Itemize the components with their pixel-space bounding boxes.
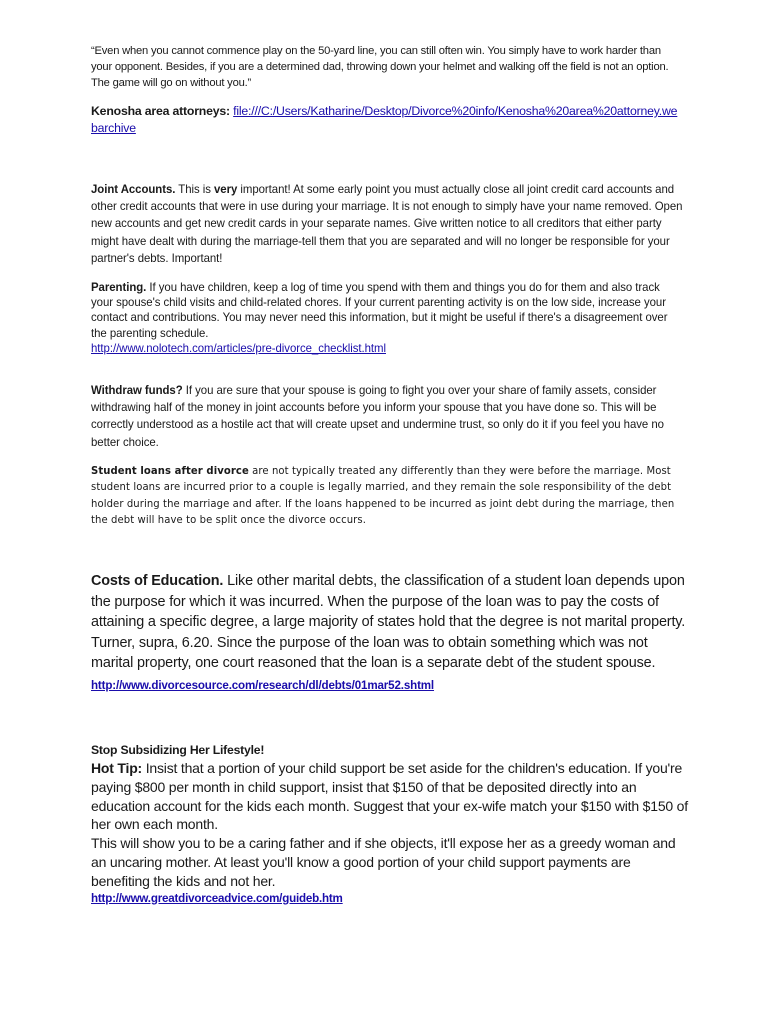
parenting-paragraph	[91, 280, 685, 356]
joint-accounts-paragraph	[91, 181, 685, 267]
joint-accounts-heading: Joint Accounts.	[91, 182, 176, 196]
caring-father-paragraph: This will show you to be a caring father and if she objects, it'll expose her as a greedy woman and an uncaring mother. At least you'll know a good portion of your child support payments are benefiting the kids and not her.	[91, 835, 676, 889]
subsidizing-heading: Stop Subsidizing Her Lifestyle!	[91, 743, 265, 757]
withdraw-funds-heading: Withdraw funds?	[91, 383, 183, 397]
kenosha-label: Kenosha area attorneys:	[91, 104, 230, 118]
withdraw-funds-body: If you are sure that your spouse is going to fight you over your share of family assets, consider withdrawing half of the money in joint accounts before you inform your spouse that you have done so. This will be correctly understood as a hostile act that will create upset and undermine trust, so only do it if you feel you have no better choice.	[91, 383, 664, 449]
kenosha-attorneys-paragraph	[91, 103, 681, 137]
parenting-body: If you have children, keep a log of time you spend with them and things you do for them and also track your spouse's child visits and child-related chores. If your current parenting activity is on the low side, increase your contact and contributions. You may never need this information, but it might be useful if there's a disagreement over the parenting schedule.	[91, 280, 668, 340]
hot-tip-paragraph	[91, 759, 691, 834]
joint-accounts-emphasis: very	[214, 182, 238, 196]
hot-tip-label: Hot Tip:	[91, 760, 143, 776]
joint-accounts-pre: This is	[175, 182, 215, 196]
hot-tip-body: Insist that a portion of your child support be set aside for the children's education. If you're paying $800 per month in child support, insist that $150 of that be deposited directly into an education account for the kids each month. Suggest that your ex-wife match your $150 with $150 of her own each month.	[91, 760, 688, 833]
costs-of-education-paragraph	[91, 571, 691, 694]
withdraw-funds-paragraph	[91, 382, 685, 451]
nolotech-link[interactable]: http://www.nolotech.com/articles/pre-divorce_checklist.html	[91, 340, 386, 355]
joint-accounts-body: important! At some early point you must actually close all joint credit card accounts and other credit accounts that were in use during your marriage. It is not enough to simply have your name removed. Open new accounts and get new credit cards in your separate names. Give written notice to all creditors that either party might have dealt with during the marriage-tell them that you are separated and will no longer be responsible for your partner's debts. Important!	[91, 182, 683, 265]
student-loans-paragraph	[91, 463, 686, 529]
parenting-heading: Parenting.	[91, 280, 147, 294]
kenosha-link[interactable]: file:///C:/Users/Katharine/Desktop/Divorce%20info/Kenosha%20area%20attorney.webarchive	[91, 104, 678, 135]
costs-of-education-body: Like other marital debts, the classification of a student loan depends upon the purpose for which it was incurred. When the purpose of the loan was to pay the costs of attaining a specific degree, a large majority of states hold that the degree is not marital property. Turner, supra, 6.20. Since the purpose of the loan was to obtain something which was not marital property, one court reasoned that the loan is a separate debt of the student spouse.	[91, 573, 686, 671]
subsidizing-section	[91, 742, 691, 906]
student-loans-body: are not typically treated any differently than they were before the marriage. Most student loans are incurred prior to a couple is legally married, and they remain the sole responsibility of the debt holder during the marriage and after. If the loans happened to be incurred as joint debt during the marriage, then the debt will have to be split once the divorce occurs.	[91, 464, 675, 527]
student-loans-heading: Student loans after divorce	[91, 464, 249, 477]
greatdivorceadvice-link[interactable]: http://www.greatdivorceadvice.com/guideb.htm	[91, 891, 343, 905]
costs-of-education-heading: Costs of Education.	[91, 573, 224, 589]
divorcesource-link[interactable]: http://www.divorcesource.com/research/dl/debts/01mar52.shtml	[91, 678, 435, 692]
quote-paragraph: “Even when you cannot commence play on the 50-yard line, you can still often win. You simply have to work harder than your opponent. Besides, if you are a determined dad, throwing down your helmet and walking off the field is not an option. The game will go on without you.”	[91, 45, 669, 89]
